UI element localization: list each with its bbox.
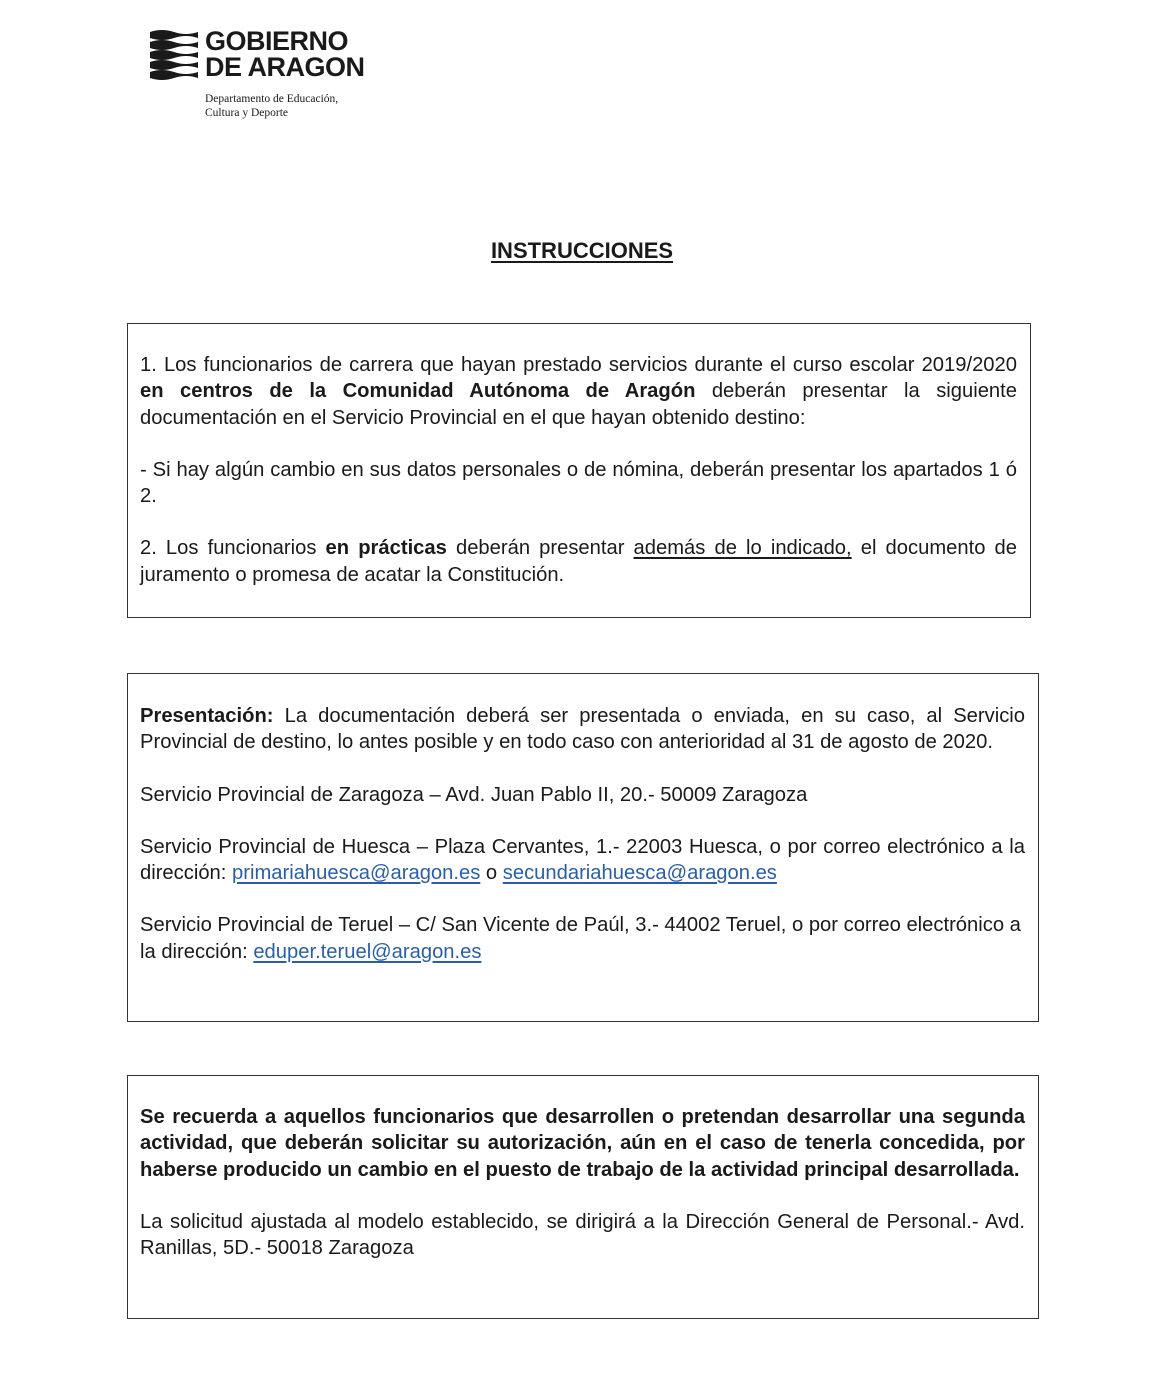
aragon-stripes-emblem-icon <box>148 30 200 82</box>
text: Servicio Provincial de Teruel – C/ San Vicente de Paúl, 3.- 44002 Teruel, o por correo electrónico a la dirección: <box>140 914 1021 963</box>
logo-title <box>205 28 365 80</box>
logo-title-line2: DE ARAGON <box>205 52 365 82</box>
text: deberán presentar <box>446 537 634 560</box>
text: deberán presentar la siguiente documentación en el Servicio Provincial en el que hayan obtenido destino: <box>140 380 1018 429</box>
text: Servicio Provincial de Huesca – Plaza Cervantes, 1.- 22003 Huesca, o por correo electrónico a la dirección: <box>140 835 1025 885</box>
text: 1. Los funcionarios de carrera que hayan prestado servicios durante el curso escolar 2019/2020 <box>140 354 1017 376</box>
gobierno-aragon-logo <box>148 28 408 123</box>
presentation-label: Presentación: <box>140 705 274 727</box>
email-link-secundaria-huesca[interactable]: secundariahuesca@aragon.es <box>502 862 777 885</box>
bold-text: en centros de la Comunidad Autónoma de Aragón <box>140 380 696 403</box>
logo-subtitle-line1: Departamento de Educación, <box>205 93 339 105</box>
email-link-primaria-huesca[interactable]: primariahuesca@aragon.es <box>232 862 481 885</box>
logo-subtitle-line2: Cultura y Deporte <box>205 107 289 119</box>
page-title: INSTRUCCIONES <box>490 238 674 263</box>
text: o <box>480 862 503 885</box>
logo-subtitle <box>205 92 338 120</box>
email-link-teruel[interactable]: eduper.teruel@aragon.es <box>253 940 482 963</box>
zaragoza-office: Servicio Provincial de Zaragoza – Avd. Juan Pablo II, 20.- 50009 Zaragoza <box>140 783 808 806</box>
underlined-text: además de lo indicado, <box>633 537 852 560</box>
logo-title-line1: GOBIERNO <box>205 26 349 56</box>
second-activity-box <box>127 1075 1039 1319</box>
instruction-paragraph-1 <box>140 352 1017 431</box>
text: La documentación deberá ser presentada o enviada, en su caso, al Servicio Provincial de destino, lo antes posible y en todo caso con anterioridad al 31 de agosto de 2020. <box>140 705 1025 754</box>
instructions-box <box>127 323 1031 618</box>
second-activity-notice: Se recuerda a aquellos funcionarios que desarrollen o pretendan desarrollar una segunda actividad, que deberán solicitar su autorización, aún en el caso de tenerla concedida, por haberse producido un cambio en el puesto de trabajo de la actividad principal desarrollada. <box>140 1106 1025 1181</box>
teruel-office <box>140 912 1025 965</box>
presentation-box <box>127 673 1039 1022</box>
instruction-paragraph-3 <box>140 535 1017 588</box>
bold-text: en prácticas <box>325 537 447 560</box>
huesca-office <box>140 834 1025 887</box>
text: el documento de juramento o promesa de acatar la Constitución. <box>140 537 1017 586</box>
presentation-paragraph <box>140 703 1025 756</box>
request-address: La solicitud ajustada al modelo establecido, se dirigirá a la Dirección General de Personal.- Avd. Ranillas, 5D.- 50018 Zaragoza <box>140 1210 1025 1260</box>
instruction-paragraph-2: - Si hay algún cambio en sus datos personales o de nómina, deberán presentar los apartados 1 ó 2. <box>140 458 1017 508</box>
text: 2. Los funcionarios <box>140 537 326 560</box>
